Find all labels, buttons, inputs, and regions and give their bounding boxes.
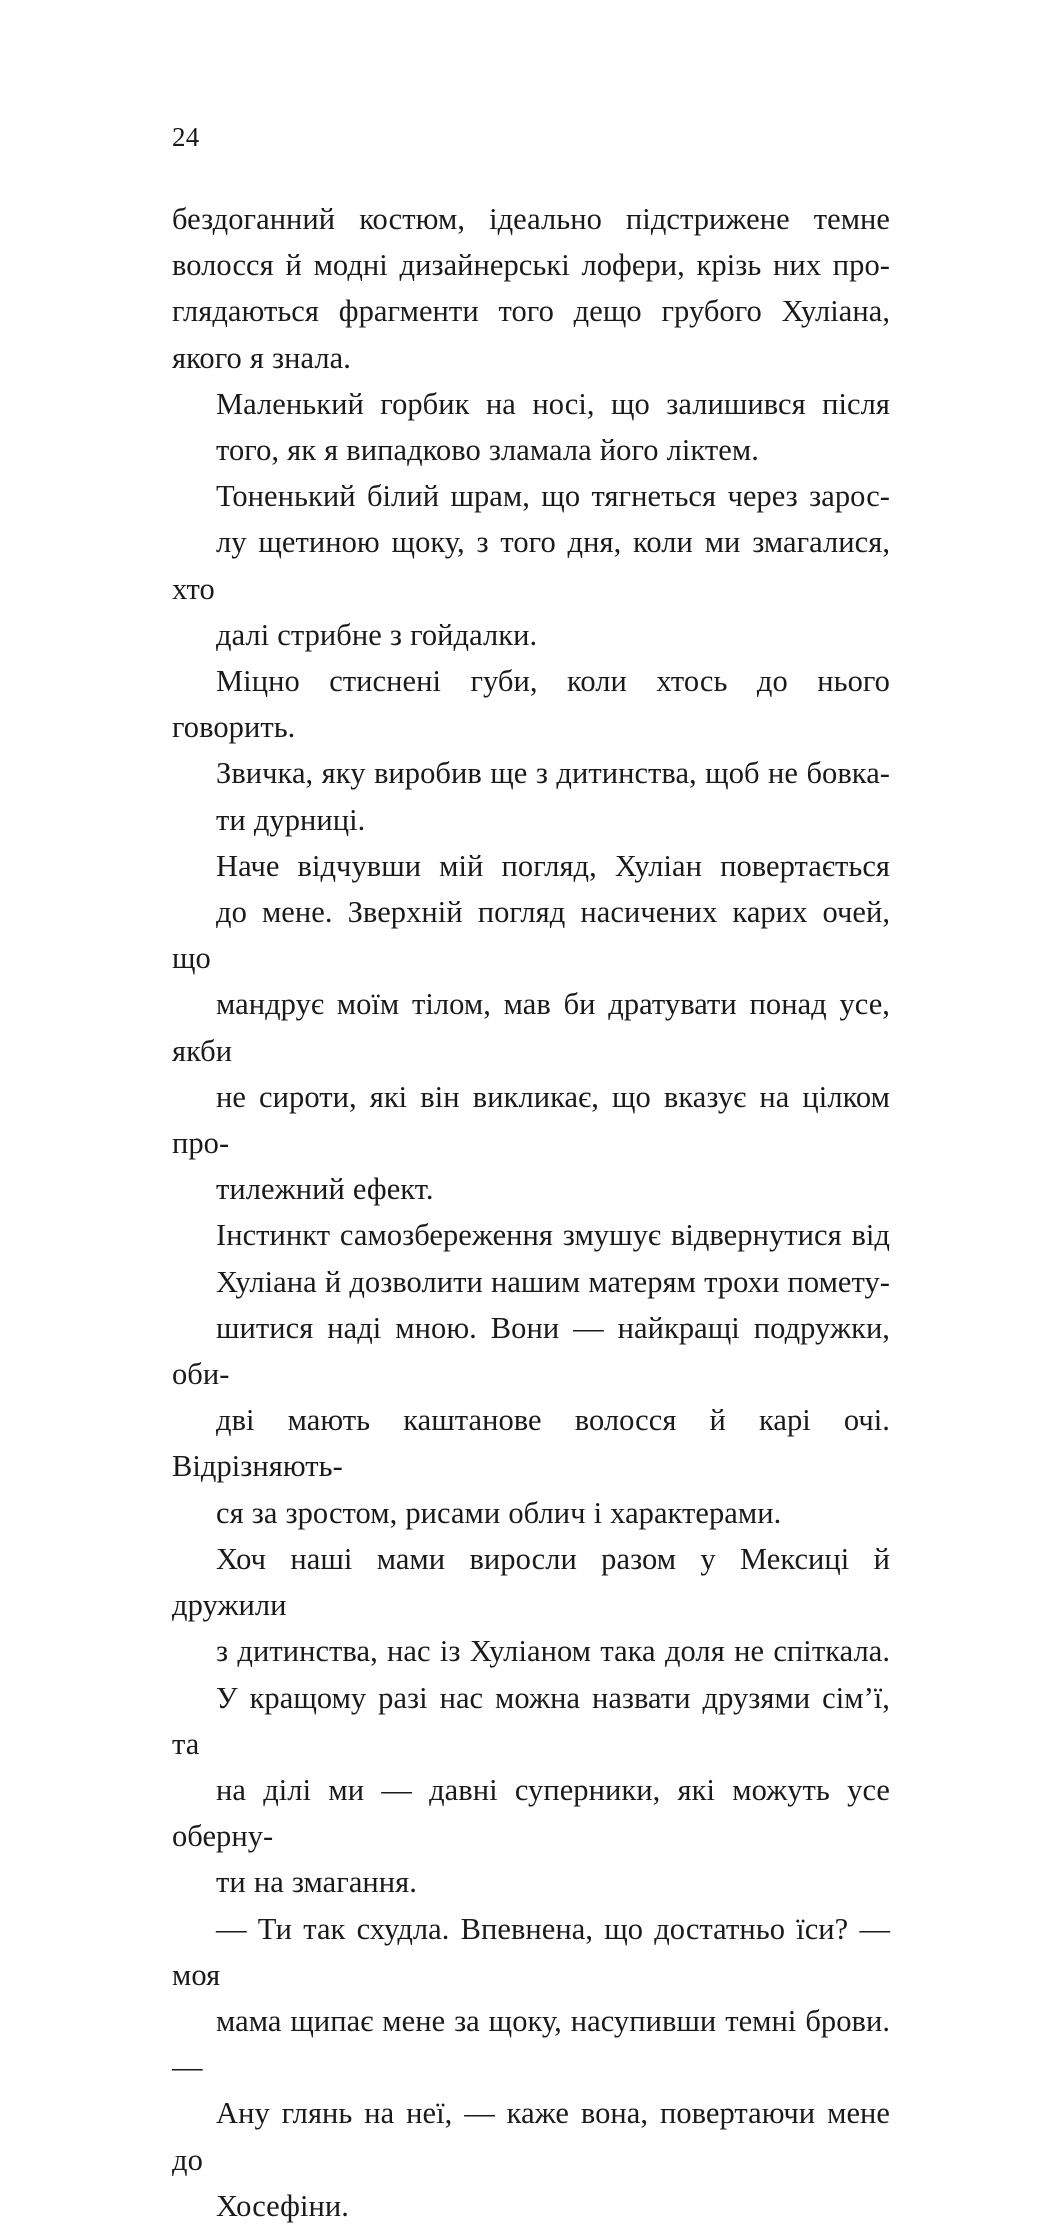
text-line: Маленький горбик на носі, що залишився після	[216, 386, 890, 421]
text-line: Ану глянь на неї, — каже вона, повертаючи мене до	[172, 2096, 890, 2177]
text-line: якого я знала.	[172, 340, 351, 375]
text-line: У кращому разі нас можна назвати друзями сім’ї, та	[172, 1680, 890, 1761]
text-line: глядаються фрагменти того дещо грубого Хуліана,	[172, 294, 890, 329]
text-line: Хоч наші мами виросли разом у Мексиці й дружили	[172, 1541, 890, 1623]
paragraph	[172, 1212, 890, 1535]
text-line: мандрує моїм тілом, мав би дратувати понад усе, якби	[172, 987, 890, 1068]
text-line: — Ти так схудла. Впевнена, що достатньо їси? — моя	[172, 1911, 890, 1992]
text-line: Хуліана й дозволити нашим матерям трохи помету-	[216, 1264, 890, 1299]
paragraph	[172, 658, 890, 843]
paragraph	[172, 1906, 890, 2229]
text-line: Звичка, яку виробив ще з дитинства, щоб не бовка-	[216, 756, 890, 791]
text-line: тилежний ефект.	[216, 1172, 434, 1207]
text-line: Міцно стиснені губи, коли хтось до нього говорить.	[172, 664, 890, 745]
text-line: того, як я випадково зламала його ліктем.	[216, 433, 759, 468]
text-line: до мене. Зверхній погляд насичених карих очей, що	[172, 895, 890, 976]
paragraph	[172, 196, 890, 381]
text-line: на ділі ми — давні суперники, які можуть усе оберну-	[172, 1772, 890, 1854]
paragraph	[172, 381, 890, 473]
text-line: далі стрибне з гойдалки.	[216, 617, 538, 652]
text-line: ти дурниці.	[216, 802, 366, 837]
text-line: волосся й модні дизайнерські лофери, крізь них про-	[172, 248, 890, 283]
text-line: мама щипає мене за щоку, насупивши темні брови. —	[172, 2003, 890, 2085]
text-line: Хосефіни.	[216, 2188, 349, 2223]
text-line: з дитинства, нас із Хуліаном така доля не спіткала.	[216, 1634, 890, 1669]
text-line: бездоганний костюм, ідеально підстрижене темне	[172, 202, 890, 236]
text-line: лу щетиною щоку, з того дня, коли ми змагалися, хто	[172, 525, 890, 606]
paragraph	[172, 1536, 890, 1906]
paragraph	[172, 843, 890, 1213]
paragraph	[172, 473, 890, 658]
text-line: ти на змагання.	[216, 1865, 417, 1900]
page-number: 24	[172, 122, 200, 152]
text-line: шитися наді мною. Вони — найкращі подружки, оби-	[172, 1310, 890, 1392]
text-line: Наче відчувши мій погляд, Хуліан повертається	[216, 848, 890, 883]
text-line: дві мають каштанове волосся й карі очі. Відрізняють-	[172, 1403, 890, 1484]
body-text-block	[172, 196, 890, 2229]
text-line: Тоненький білий шрам, що тягнеться через зарос-	[216, 479, 890, 514]
text-line: ся за зростом, рисами облич і характерами.	[216, 1495, 782, 1530]
text-line: Інстинкт самозбереження змушує відвернутися від	[216, 1218, 890, 1253]
text-line: не сироти, які він викликає, що вказує на цілком про-	[172, 1079, 890, 1161]
